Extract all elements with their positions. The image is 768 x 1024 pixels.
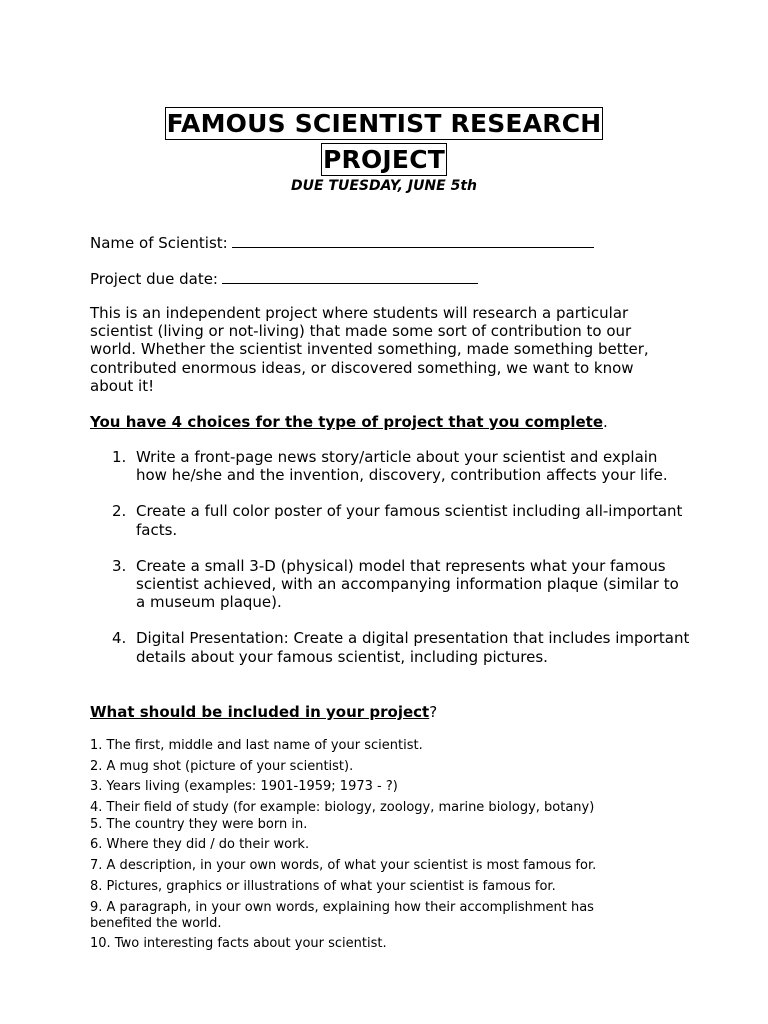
choice-item [112, 502, 692, 538]
requirement-item: 4. Their field of study (for example: biology, zoology, marine biology, botany) [90, 800, 595, 815]
scientist-name-field [90, 232, 594, 252]
choice-number: 3. [112, 556, 127, 575]
choice-text: Create a full color poster of your famous scientist including all-important facts. [136, 502, 683, 539]
choices-heading [90, 413, 608, 431]
choice-item [112, 629, 692, 665]
requirement-item: 10. Two interesting facts about your scientist. [90, 936, 387, 951]
choices-heading-tail: . [603, 413, 608, 431]
choice-number: 2. [112, 502, 127, 521]
requirement-item: 8. Pictures, graphics or illustrations of what your scientist is famous for. [90, 879, 556, 894]
choices-heading-text: You have 4 choices for the type of project that you complete [90, 413, 603, 431]
requirement-item: 3. Years living (examples: 1901-1959; 1973 - ?) [90, 779, 398, 794]
requirements-heading-text: What should be included in your project [90, 703, 430, 721]
requirement-item: 7. A description, in your own words, of what your scientist is most famous for. [90, 858, 597, 873]
choice-item [112, 557, 692, 612]
title-block [0, 107, 768, 176]
choice-text: Write a front-page news story/article about your scientist and explain how he/she and the invention, discovery, contribution affects your life. [136, 448, 668, 485]
choice-item [112, 448, 692, 484]
requirement-item: 6. Where they did / do their work. [90, 837, 310, 852]
project-due-date-field [90, 268, 478, 288]
choices-list [112, 448, 692, 666]
choice-text: Create a small 3-D (physical) model that represents what your famous scientist achieved, with an accompanying information plaque (similar to a museum plaque). [136, 556, 679, 612]
due-date-subtitle: DUE TUESDAY, JUNE 5th [291, 178, 477, 194]
scientist-name-blank-line [232, 232, 594, 248]
requirement-item: 2. A mug shot (picture of your scientist). [90, 759, 354, 774]
scientist-name-label: Name of Scientist: [90, 234, 228, 252]
requirements-heading [90, 703, 437, 721]
requirement-item: 1. The first, middle and last name of your scientist. [90, 738, 423, 753]
requirements-heading-tail: ? [429, 703, 438, 721]
choice-text: Digital Presentation: Create a digital presentation that includes important details about your famous scientist, including pictures. [136, 629, 690, 666]
requirement-item: 9. A paragraph, in your own words, explaining how their accomplishment has benefited the world. [90, 900, 594, 931]
title-line-1: FAMOUS SCIENTIST RESEARCH [166, 109, 602, 138]
project-due-date-label: Project due date: [90, 270, 218, 288]
intro-paragraph: This is an independent project where students will research a particular scientist (living or not-living) that made some sort of contribution to our world. Whether the scientist invented something, made something better, contributed enormous ideas, or discovered something, we want to know about it! [90, 304, 649, 395]
requirement-item: 5. The country they were born in. [90, 817, 308, 832]
project-due-date-blank-line [222, 268, 478, 284]
title-line-2: PROJECT [322, 145, 445, 174]
choice-number: 1. [112, 448, 127, 466]
choice-number: 4. [112, 629, 127, 648]
